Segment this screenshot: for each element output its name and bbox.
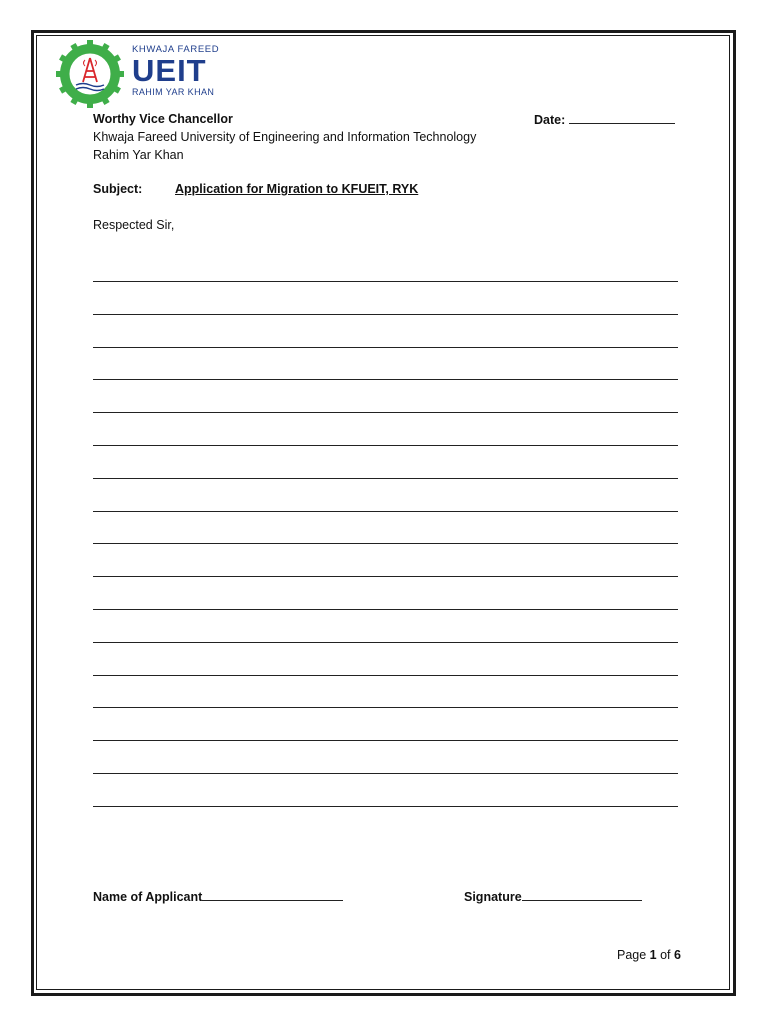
recipient-institution: Khwaja Fareed University of Engineering and Information Technology — [93, 130, 477, 144]
writing-line — [93, 707, 678, 708]
writing-line — [93, 773, 678, 774]
date-field — [534, 112, 675, 128]
logo-main-text: UEIT — [132, 53, 207, 88]
date-blank-line — [569, 112, 675, 124]
logo-wordmark — [132, 44, 219, 97]
writing-line — [93, 675, 678, 676]
writing-line — [93, 806, 678, 807]
page-of: of — [656, 948, 674, 962]
logo-bottom-text: RAHIM YAR KHAN — [132, 87, 215, 97]
subject-label: Subject: — [93, 182, 143, 196]
subject-text: Application for Migration to KFUEIT, RYK — [175, 182, 419, 196]
signature-label: Signature — [464, 890, 522, 904]
university-seal-icon — [56, 40, 124, 108]
recipient-city: Rahim Yar Khan — [93, 148, 184, 162]
applicant-name-label: Name of Applicant — [93, 890, 203, 904]
salutation: Respected Sir, — [93, 218, 175, 232]
writing-line — [93, 642, 678, 643]
writing-line — [93, 576, 678, 577]
writing-line — [93, 347, 678, 348]
date-label: Date: — [534, 113, 569, 127]
page-prefix: Page — [617, 948, 650, 962]
writing-line — [93, 412, 678, 413]
writing-line — [93, 379, 678, 380]
applicant-name-field — [93, 889, 343, 905]
page-current: 1 — [649, 948, 657, 962]
applicant-name-blank-line — [202, 889, 343, 901]
writing-line — [93, 281, 678, 282]
signature-blank-line — [522, 889, 642, 901]
letter-body-lines — [93, 281, 678, 839]
page-number — [617, 948, 681, 963]
writing-line — [93, 314, 678, 315]
writing-line — [93, 740, 678, 741]
writing-line — [93, 511, 678, 512]
writing-line — [93, 445, 678, 446]
logo-top-text: KHWAJA FAREED — [132, 44, 220, 55]
page-total: 6 — [674, 948, 681, 962]
writing-line — [93, 609, 678, 610]
recipient-title: Worthy Vice Chancellor — [93, 112, 233, 126]
signature-field — [464, 889, 642, 905]
writing-line — [93, 543, 678, 544]
university-logo — [56, 40, 221, 106]
writing-line — [93, 478, 678, 479]
